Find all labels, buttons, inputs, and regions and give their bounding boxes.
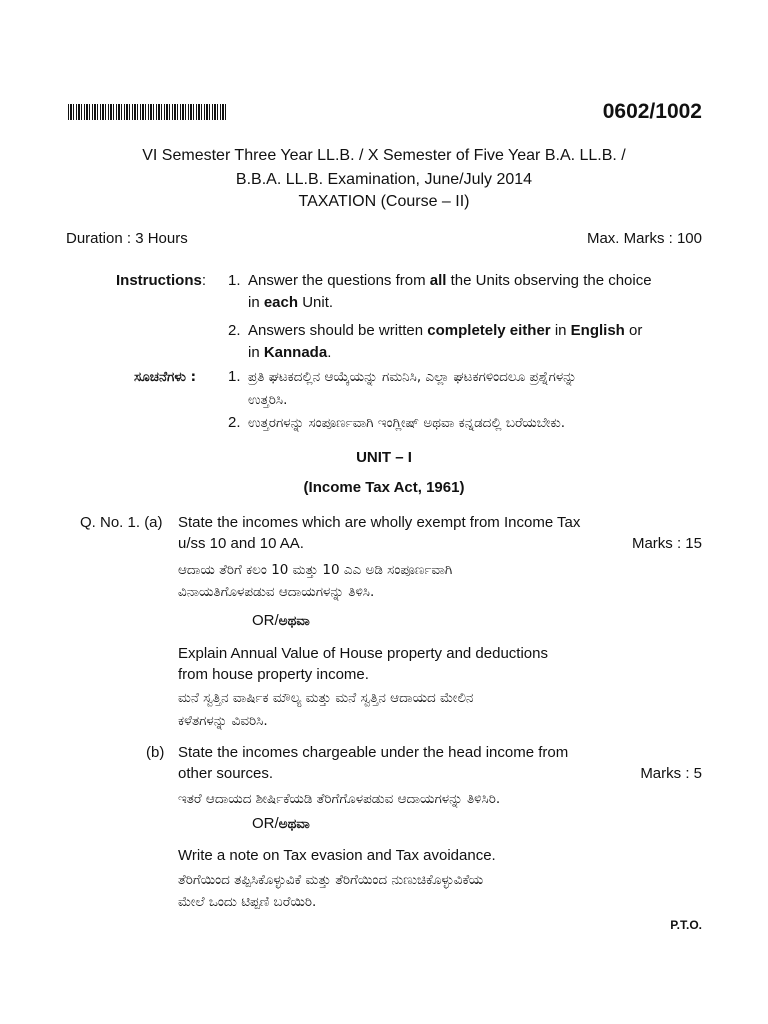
- kannada-instruction-2-number: 2.: [228, 414, 241, 431]
- question-1b-line-1: State the incomes chargeable under the head income from: [178, 744, 569, 761]
- question-1b-label: (b): [146, 744, 165, 761]
- kannada-instructions-label: ಸೂಚನೆಗಳು :: [134, 369, 197, 385]
- exam-title-line-2: B.B.A. LL.B. Examination, June/July 2014: [235, 171, 533, 188]
- instruction-1-number: 1.: [228, 272, 241, 289]
- kannada-instruction-1-line-2: ಉತ್ತರಿಸಿ.: [248, 392, 288, 408]
- question-1a-line-2: u/ss 10 and 10 AA.: [178, 535, 304, 552]
- or-separator-2: OR/ಅಥವಾ: [252, 815, 310, 832]
- question-1a-line-1: State the incomes which are wholly exempt from Income Tax: [178, 514, 581, 531]
- question-1b-alternative-kannada-line-1: ತೆರಿಗೆಯಿಂದ ತಪ್ಪಿಸಿಕೊಳ್ಳುವಿಕೆ ಮತ್ತು ತೆರಿಗೆಯಿಂದ ನುಣುಚಿಕೊಳ್ಳುವಿಕೆಯ: [178, 872, 484, 888]
- question-1b-kannada-line-1: ಇತರೆ ಆದಾಯದ ಶೀರ್ಷಿಕೆಯಡಿ ತೆರಿಗೆಗೊಳಪಡುವ ಆದಾಯಗಳನ್ನು ತಿಳಿಸಿರಿ.: [178, 791, 501, 807]
- kannada-instruction-1-number: 1.: [228, 368, 241, 385]
- question-1b-alternative: Write a note on Tax evasion and Tax avoidance.: [178, 847, 496, 864]
- max-marks: Max. Marks : 100: [586, 230, 702, 247]
- instruction-2-number: 2.: [228, 322, 241, 339]
- instruction-1-line-1: Answer the questions from all the Units observing the choice: [248, 272, 652, 289]
- question-1a-alternative-line-2: from house property income.: [178, 666, 369, 683]
- question-1a-alternative-kannada-line-1: ಮನೆ ಸ್ವತ್ತಿನ ವಾರ್ಷಿಕ ಮೌಲ್ಯ ಮತ್ತು ಮನೆ ಸ್ವತ್ತಿನ ಆದಾಯದ ಮೇಲಿನ: [178, 690, 474, 706]
- or-separator-1: OR/ಅಥವಾ: [252, 612, 310, 629]
- unit-title: UNIT – I: [356, 449, 412, 466]
- question-1b-alternative-kannada-line-2: ಮೇಲೆ ಒಂದು ಟಿಪ್ಪಣಿ ಬರೆಯಿರಿ.: [178, 894, 317, 910]
- barcode: [68, 104, 228, 120]
- kannada-instruction-2: ಉತ್ತರಗಳನ್ನು ಸಂಪೂರ್ಣವಾಗಿ ಇಂಗ್ಲೀಷ್ ಅಥವಾ ಕನ್ನಡದಲ್ಲಿ ಬರೆಯಬೇಕು.: [248, 415, 566, 431]
- exam-title-line-3: TAXATION (Course – II): [298, 193, 470, 210]
- kannada-instruction-1-line-1: ಪ್ರತಿ ಘಟಕದಲ್ಲಿನ ಆಯ್ಕೆಯನ್ನು ಗಮನಿಸಿ, ಎಲ್ಲಾ ಘಟಕಗಳಿಂದಲೂ ಪ್ರಶ್ನೆಗಳನ್ನು: [248, 369, 577, 385]
- question-1b-line-2: other sources.: [178, 765, 274, 782]
- instruction-1-line-2: in each Unit.: [248, 294, 334, 311]
- question-label: Q. No. 1. (a): [80, 514, 163, 531]
- question-1a-alternative-line-1: Explain Annual Value of House property and deductions: [178, 645, 548, 662]
- paper-code: 0602/1002: [602, 100, 702, 123]
- question-1a-alternative-kannada-line-2: ಕಳೆತಗಳನ್ನು ವಿವರಿಸಿ.: [178, 713, 268, 729]
- question-1a-kannada-line-2: ವಿನಾಯತಿಗೊಳಪಡುವ ಆದಾಯಗಳನ್ನು ತಿಳಿಸಿ.: [178, 584, 375, 600]
- pto-note: P.T.O.: [670, 918, 702, 932]
- instructions-label: Instructions:: [116, 272, 207, 289]
- question-1a-kannada-line-1: ಆದಾಯ ತೆರಿಗೆ ಕಲಂ 10 ಮತ್ತು 10 ಎಎ ಅಡಿ ಸಂಪೂರ್ಣವಾಗಿ: [178, 562, 453, 578]
- question-1b-marks: Marks : 5: [640, 765, 702, 782]
- instruction-2-line-2: in Kannada.: [248, 344, 332, 361]
- question-1a-marks: Marks : 15: [631, 535, 702, 552]
- duration: Duration : 3 Hours: [66, 230, 188, 247]
- instruction-2-line-1: Answers should be written completely either in English or: [248, 322, 643, 339]
- exam-title-line-1: VI Semester Three Year LL.B. / X Semester of Five Year B.A. LL.B. /: [142, 147, 626, 164]
- unit-subtitle: (Income Tax Act, 1961): [303, 479, 465, 496]
